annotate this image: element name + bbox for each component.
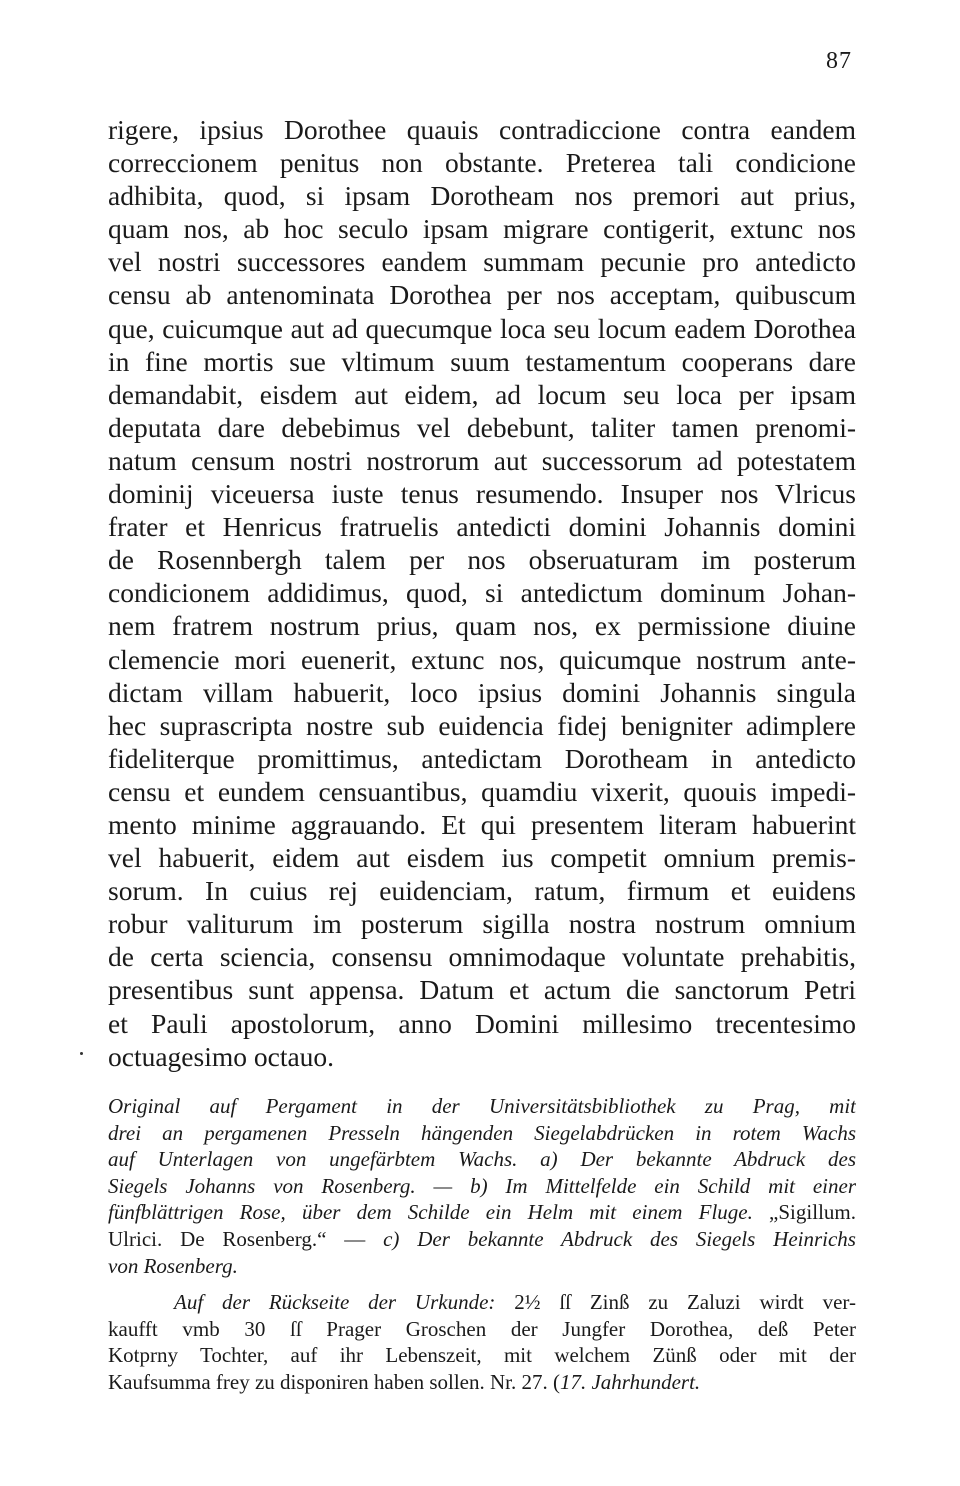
endorsement-label: Auf der Rückseite der Urkunde: — [174, 1290, 496, 1314]
text-line: frater et Henricus fratruelis antedicti domini Johannis domini — [108, 511, 856, 543]
text-line: nem fratrem nostrum prius, quam nos, ex permissione diuine — [108, 610, 856, 642]
note-line: kaufft vmb 30 ſſ Prager Groschen der Jungfer Dorothea, deß Peter — [108, 1316, 856, 1341]
text-line: mento minime aggrauando. Et qui presentem literam habuerint — [108, 808, 856, 840]
text-line: in fine mortis sue vltimum suum testamentum cooperans dare — [108, 345, 856, 377]
text-line: correccionem penitus non obstante. Preterea tali condicione — [108, 147, 856, 179]
note-line — [108, 1289, 856, 1316]
text-line: et Pauli apostolorum, anno Domini millesimo trecentesimo — [108, 1007, 856, 1039]
text-line: sorum. In cuius rej euidenciam, ratum, firmum et euidens — [108, 875, 856, 907]
text-line: que, cuicumque aut ad quecumque loca seu locum eadem Dorothea — [108, 312, 856, 344]
text-line: vel nostri successores eandem summam pecunie pro antedicto — [108, 246, 856, 278]
note-line-part: „Sigillum. — [752, 1200, 856, 1225]
text-line: quam nos, ab hoc seculo ipsam migrare contigerit, extunc nos — [108, 213, 856, 245]
text-line: dominij viceuersa iuste tenus resumendo. Insuper nos Vlricus — [108, 478, 856, 510]
text-line: clemencie mori euenerit, extunc nos, quicumque nostrum ante- — [108, 643, 856, 675]
note-line-part: c) Der bekannte Abdruck des Siegels Heinrichs — [383, 1226, 856, 1251]
main-text — [108, 113, 856, 1073]
note-line-part: Ulrici. De Rosenberg.“ — — [108, 1226, 384, 1251]
text-line: deputata dare debebimus vel debebunt, taliter tamen prenomi- — [108, 411, 856, 443]
text-line: censu et eundem censuantibus, quamdiu vixerit, quouis impedi- — [108, 775, 856, 807]
text-line: fideliterque promittimus, antedictam Dorotheam in antedicto — [108, 742, 856, 774]
note-line-part: Kaufsumma frey zu disponiren haben sollen. Nr. 27. ( — [108, 1369, 560, 1394]
note-line-part: 2½ ſſ Zinß zu Zaluzi wirdt ver- — [495, 1290, 856, 1314]
note-line — [108, 1369, 856, 1396]
margin-dot — [80, 1052, 83, 1055]
text-line: dictam villam habuerit, loco ipsius domini Johannis singula — [108, 676, 856, 708]
note-line: von Rosenberg. — [108, 1253, 238, 1278]
text-line: natum censum nostri nostrorum aut successorum ad potestatem — [108, 444, 856, 476]
text-line: presentibus sunt appensa. Datum et actum die sanctorum Petri — [108, 974, 856, 1006]
text-line: adhibita, quod, si ipsam Dorotheam nos premori aut prius, — [108, 180, 856, 212]
text-line: hec suprascripta nostre sub euidencia fidej benigniter adimplere — [108, 709, 856, 741]
note-line: Siegels Johanns von Rosenberg. — b) Im Mittelfelde ein Schild mit einer — [108, 1173, 856, 1198]
note-line: drei an pergamenen Presseln hängenden Siegelabdrücken in rotem Wachs — [108, 1120, 856, 1145]
text-line: rigere, ipsius Dorothee quauis contradiccione contra eandem — [108, 114, 856, 145]
archival-note — [108, 1093, 856, 1279]
page-number: 87 — [826, 48, 852, 74]
text-line: censu ab antenominata Dorothea per nos acceptam, quibuscum — [108, 279, 856, 311]
endorsement-note — [108, 1289, 856, 1395]
note-line — [108, 1226, 856, 1253]
note-line-part: 17. Jahrhundert. — [559, 1369, 701, 1394]
text-line: robur valiturum im posterum sigilla nostra nostrum omnium — [108, 908, 856, 940]
note-line: Original auf Pergament in der Universitätsbibliothek zu Prag, mit — [108, 1094, 856, 1118]
text-line: demandabit, eisdem aut eidem, ad locum seu loca per ipsam — [108, 378, 856, 410]
note-line: auf Unterlagen von ungefärbtem Wachs. a) Der bekannte Abdruck des — [108, 1147, 856, 1172]
text-line: vel habuerit, eidem aut eisdem ius competit omnium premis- — [108, 842, 856, 874]
text-line: de Rosennbergh talem per nos obseruaturam im posterum — [108, 544, 856, 576]
text-line: de certa sciencia, consensu omnimodaque voluntate prehabitis, — [108, 941, 856, 973]
text-line: condicionem addidimus, quod, si antedictum dominum Johan- — [108, 577, 856, 609]
text-line: octuagesimo octauo. — [108, 1040, 335, 1072]
note-line — [108, 1199, 856, 1226]
note-line: Kotprny Tochter, auf ihr Lebenszeit, mit welchem Zünß oder mit der — [108, 1343, 856, 1368]
note-line-part: fünfblättrigen Rose, über dem Schilde ein Helm mit einem Fluge. — [108, 1200, 753, 1225]
